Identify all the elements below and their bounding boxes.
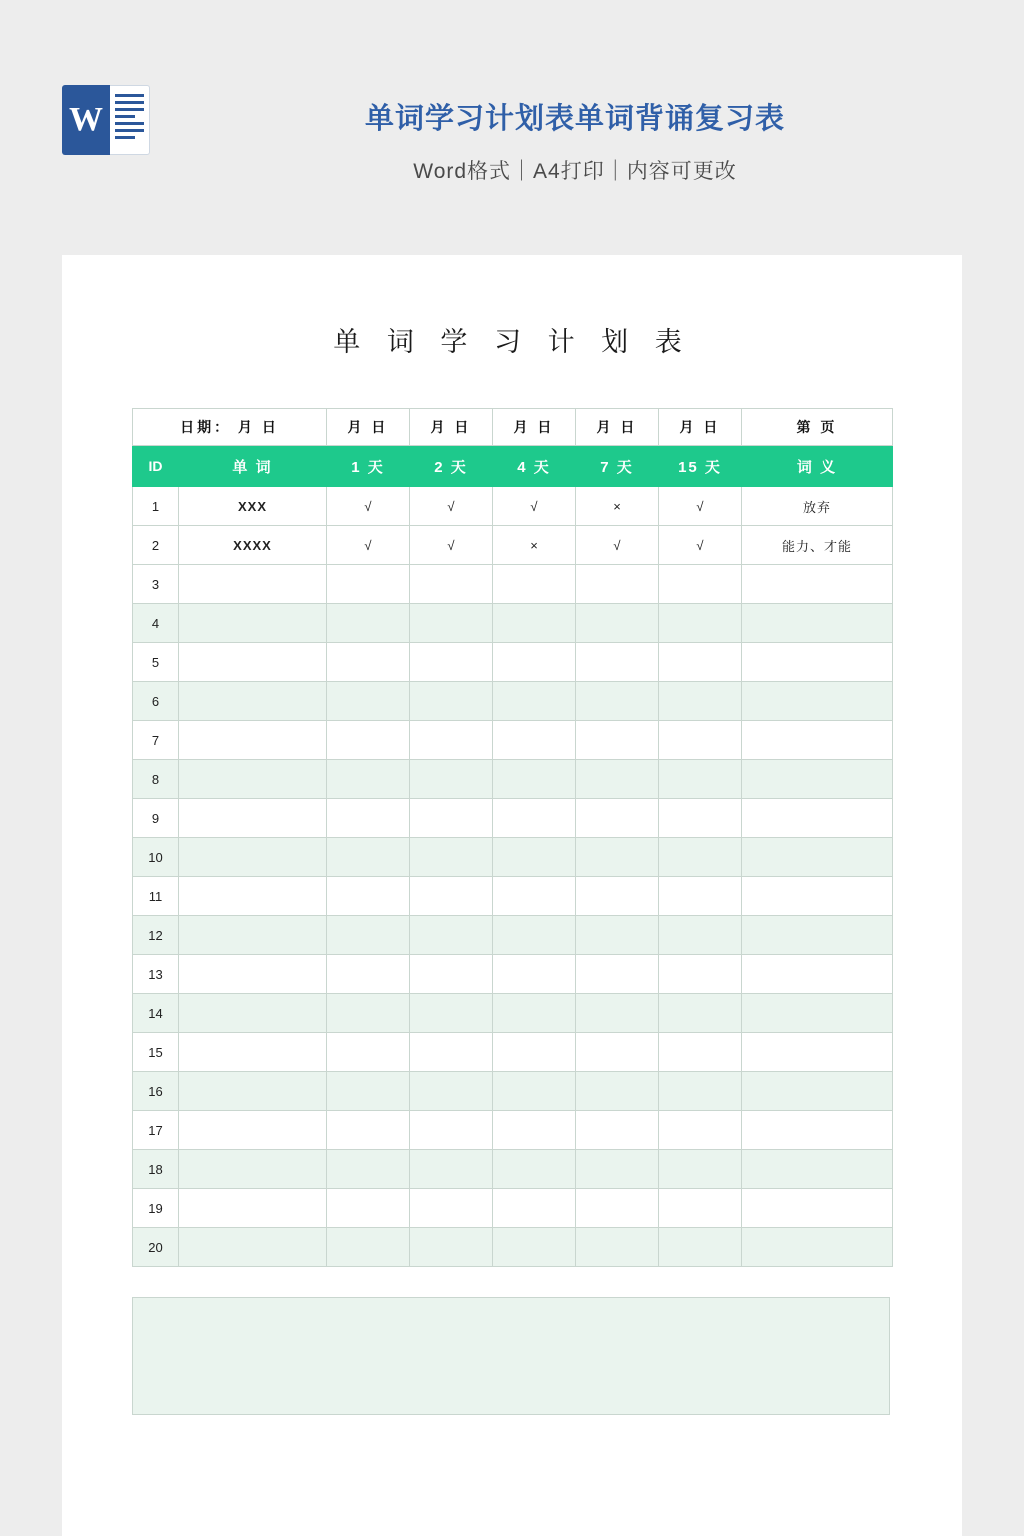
- table-row[interactable]: [133, 955, 893, 994]
- row-day2[interactable]: [410, 721, 493, 760]
- row-day15[interactable]: [659, 682, 742, 721]
- row-day1[interactable]: [327, 1111, 410, 1150]
- row-day4[interactable]: [493, 1072, 576, 1111]
- row-day1[interactable]: [327, 565, 410, 604]
- row-meaning[interactable]: [742, 760, 893, 799]
- row-day2[interactable]: [410, 838, 493, 877]
- row-day4[interactable]: [493, 682, 576, 721]
- row-day2[interactable]: [410, 1228, 493, 1267]
- row-day7[interactable]: [576, 1111, 659, 1150]
- row-day7[interactable]: [576, 721, 659, 760]
- row-day2[interactable]: [410, 682, 493, 721]
- row-meaning[interactable]: [742, 565, 893, 604]
- date-cell-1[interactable]: 月 日: [327, 409, 410, 446]
- row-word[interactable]: [179, 799, 327, 838]
- document-title: 单 词 学 习 计 划 表: [333, 327, 691, 358]
- row-day1[interactable]: [327, 1072, 410, 1111]
- row-day15[interactable]: [659, 1072, 742, 1111]
- notes-box[interactable]: [132, 1297, 890, 1415]
- page-title: 单词学习计划表单词背诵复习表: [364, 103, 785, 135]
- row-meaning[interactable]: 放弃: [742, 487, 893, 526]
- document-page: [62, 255, 962, 1536]
- page-number-cell[interactable]: 第 页: [742, 409, 893, 446]
- column-header-day4: 4 天: [493, 446, 576, 487]
- row-day1[interactable]: [327, 682, 410, 721]
- row-word[interactable]: [179, 604, 327, 643]
- row-day15[interactable]: [659, 877, 742, 916]
- row-index: 5: [133, 643, 179, 682]
- row-day7[interactable]: [576, 1150, 659, 1189]
- row-index: 9: [133, 799, 179, 838]
- row-day15[interactable]: [659, 838, 742, 877]
- row-meaning[interactable]: [742, 1189, 893, 1228]
- row-day15[interactable]: [659, 799, 742, 838]
- row-day7[interactable]: [576, 877, 659, 916]
- row-meaning[interactable]: [742, 877, 893, 916]
- row-day4[interactable]: [493, 877, 576, 916]
- row-index: 13: [133, 955, 179, 994]
- row-day7[interactable]: [576, 1189, 659, 1228]
- table-row[interactable]: [133, 721, 893, 760]
- row-day1[interactable]: [327, 838, 410, 877]
- row-day4[interactable]: ×: [493, 526, 576, 565]
- row-word[interactable]: [179, 877, 327, 916]
- table-row[interactable]: [133, 1150, 893, 1189]
- row-index: 14: [133, 994, 179, 1033]
- row-day7[interactable]: [576, 760, 659, 799]
- table-row[interactable]: [133, 487, 893, 526]
- row-day15[interactable]: [659, 760, 742, 799]
- row-index: 11: [133, 877, 179, 916]
- table-row[interactable]: [133, 526, 893, 565]
- row-day7[interactable]: [576, 916, 659, 955]
- date-cell-2[interactable]: 月 日: [410, 409, 493, 446]
- row-day4[interactable]: [493, 916, 576, 955]
- row-meaning[interactable]: [742, 1072, 893, 1111]
- row-day7[interactable]: ×: [576, 487, 659, 526]
- table-row[interactable]: [133, 1072, 893, 1111]
- row-index: 6: [133, 682, 179, 721]
- row-index: 18: [133, 1150, 179, 1189]
- row-day7[interactable]: [576, 1228, 659, 1267]
- row-day2[interactable]: √: [410, 526, 493, 565]
- table-header-row: [133, 446, 893, 487]
- row-day15[interactable]: [659, 1189, 742, 1228]
- row-day1[interactable]: [327, 1150, 410, 1189]
- row-meaning[interactable]: [742, 1111, 893, 1150]
- row-meaning[interactable]: [742, 643, 893, 682]
- row-day2[interactable]: [410, 1150, 493, 1189]
- column-header-day7: 7 天: [576, 446, 659, 487]
- row-word[interactable]: XXX: [179, 487, 327, 526]
- row-day7[interactable]: √: [576, 526, 659, 565]
- table-row[interactable]: [133, 877, 893, 916]
- row-day2[interactable]: [410, 604, 493, 643]
- row-day15[interactable]: √: [659, 487, 742, 526]
- row-day1[interactable]: [327, 760, 410, 799]
- row-word[interactable]: XXXX: [179, 526, 327, 565]
- column-header-meaning: 词 义: [742, 446, 893, 487]
- row-day2[interactable]: [410, 877, 493, 916]
- row-meaning[interactable]: [742, 604, 893, 643]
- row-word[interactable]: [179, 838, 327, 877]
- row-day7[interactable]: [576, 955, 659, 994]
- row-day7[interactable]: [576, 565, 659, 604]
- row-meaning[interactable]: [742, 916, 893, 955]
- row-day2[interactable]: [410, 565, 493, 604]
- row-word[interactable]: [179, 643, 327, 682]
- row-word[interactable]: [179, 1189, 327, 1228]
- row-index: 15: [133, 1033, 179, 1072]
- row-day4[interactable]: [493, 1228, 576, 1267]
- column-header-word: 单 词: [179, 446, 327, 487]
- row-day4[interactable]: [493, 994, 576, 1033]
- table-row[interactable]: [133, 1189, 893, 1228]
- row-word[interactable]: [179, 1072, 327, 1111]
- row-day4[interactable]: [493, 721, 576, 760]
- word-plan-table: [132, 408, 893, 1267]
- row-day4[interactable]: [493, 643, 576, 682]
- row-day4[interactable]: [493, 1189, 576, 1228]
- column-header-day15: 15 天: [659, 446, 742, 487]
- row-day15[interactable]: [659, 643, 742, 682]
- row-meaning[interactable]: [742, 1150, 893, 1189]
- column-header-day1: 1 天: [327, 446, 410, 487]
- row-day15[interactable]: [659, 916, 742, 955]
- row-day2[interactable]: √: [410, 487, 493, 526]
- row-day2[interactable]: [410, 643, 493, 682]
- row-day7[interactable]: [576, 799, 659, 838]
- row-index: 8: [133, 760, 179, 799]
- row-word[interactable]: [179, 565, 327, 604]
- row-day15[interactable]: [659, 994, 742, 1033]
- row-index: 7: [133, 721, 179, 760]
- row-meaning[interactable]: [742, 1033, 893, 1072]
- row-word[interactable]: [179, 1228, 327, 1267]
- row-day1[interactable]: [327, 643, 410, 682]
- row-meaning[interactable]: [742, 1228, 893, 1267]
- row-day2[interactable]: [410, 760, 493, 799]
- row-word[interactable]: [179, 760, 327, 799]
- row-word[interactable]: [179, 1033, 327, 1072]
- row-word[interactable]: [179, 955, 327, 994]
- row-day15[interactable]: [659, 1111, 742, 1150]
- row-day1[interactable]: [327, 916, 410, 955]
- row-day1[interactable]: √: [327, 487, 410, 526]
- table-row[interactable]: [133, 799, 893, 838]
- row-meaning[interactable]: 能力、才能: [742, 526, 893, 565]
- row-day7[interactable]: [576, 1033, 659, 1072]
- row-day15[interactable]: [659, 1150, 742, 1189]
- row-day2[interactable]: [410, 799, 493, 838]
- row-day2[interactable]: [410, 955, 493, 994]
- row-day15[interactable]: [659, 565, 742, 604]
- row-word[interactable]: [179, 721, 327, 760]
- row-day1[interactable]: [327, 877, 410, 916]
- row-meaning[interactable]: [742, 955, 893, 994]
- row-word[interactable]: [179, 1111, 327, 1150]
- row-day7[interactable]: [576, 682, 659, 721]
- row-index: 17: [133, 1111, 179, 1150]
- row-day4[interactable]: [493, 799, 576, 838]
- row-meaning[interactable]: [742, 994, 893, 1033]
- row-day2[interactable]: [410, 1189, 493, 1228]
- table-row[interactable]: [133, 1228, 893, 1267]
- row-day4[interactable]: [493, 1150, 576, 1189]
- word-logo-letter: W: [62, 85, 110, 155]
- row-day4[interactable]: [493, 1033, 576, 1072]
- row-day7[interactable]: [576, 604, 659, 643]
- table-date-row: [133, 409, 893, 446]
- row-index: 20: [133, 1228, 179, 1267]
- row-word[interactable]: [179, 1150, 327, 1189]
- row-day2[interactable]: [410, 916, 493, 955]
- table-row[interactable]: [133, 916, 893, 955]
- row-day4[interactable]: [493, 604, 576, 643]
- row-day7[interactable]: [576, 994, 659, 1033]
- row-day15[interactable]: [659, 721, 742, 760]
- row-day1[interactable]: [327, 1189, 410, 1228]
- row-index: 1: [133, 487, 179, 526]
- row-meaning[interactable]: [742, 799, 893, 838]
- row-day15[interactable]: √: [659, 526, 742, 565]
- row-day4[interactable]: [493, 565, 576, 604]
- row-word[interactable]: [179, 682, 327, 721]
- table-row[interactable]: [133, 760, 893, 799]
- table-row[interactable]: [133, 565, 893, 604]
- row-day2[interactable]: [410, 1111, 493, 1150]
- row-day1[interactable]: [327, 799, 410, 838]
- row-index: 19: [133, 1189, 179, 1228]
- date-label-cell[interactable]: 日期： 月 日: [133, 409, 327, 446]
- row-day4[interactable]: [493, 838, 576, 877]
- row-day1[interactable]: [327, 1228, 410, 1267]
- row-meaning[interactable]: [742, 721, 893, 760]
- promo-header: [0, 0, 1024, 255]
- date-cell-5[interactable]: 月 日: [659, 409, 742, 446]
- date-cell-4[interactable]: 月 日: [576, 409, 659, 446]
- row-day4[interactable]: √: [493, 487, 576, 526]
- row-day4[interactable]: [493, 955, 576, 994]
- row-day7[interactable]: [576, 838, 659, 877]
- table-row[interactable]: [133, 1111, 893, 1150]
- row-word[interactable]: [179, 916, 327, 955]
- row-word[interactable]: [179, 994, 327, 1033]
- row-index: 2: [133, 526, 179, 565]
- table-row[interactable]: [133, 838, 893, 877]
- table-row[interactable]: [133, 994, 893, 1033]
- table-row[interactable]: [133, 643, 893, 682]
- column-header-id: ID: [133, 446, 179, 487]
- word-logo-lines: [110, 85, 150, 155]
- row-day2[interactable]: [410, 1033, 493, 1072]
- row-index: 16: [133, 1072, 179, 1111]
- row-day7[interactable]: [576, 1072, 659, 1111]
- row-day15[interactable]: [659, 955, 742, 994]
- row-meaning[interactable]: [742, 838, 893, 877]
- row-day1[interactable]: √: [327, 526, 410, 565]
- page-subtitle: Word格式｜A4打印｜内容可更改: [413, 160, 737, 183]
- table-row[interactable]: [133, 1033, 893, 1072]
- row-day7[interactable]: [576, 643, 659, 682]
- row-day1[interactable]: [327, 1033, 410, 1072]
- row-index: 4: [133, 604, 179, 643]
- row-day15[interactable]: [659, 604, 742, 643]
- date-cell-3[interactable]: 月 日: [493, 409, 576, 446]
- row-index: 12: [133, 916, 179, 955]
- row-index: 10: [133, 838, 179, 877]
- row-day1[interactable]: [327, 955, 410, 994]
- row-day15[interactable]: [659, 1033, 742, 1072]
- row-day4[interactable]: [493, 760, 576, 799]
- row-day1[interactable]: [327, 994, 410, 1033]
- row-day2[interactable]: [410, 1072, 493, 1111]
- table-row[interactable]: [133, 682, 893, 721]
- row-day1[interactable]: [327, 604, 410, 643]
- table-row[interactable]: [133, 604, 893, 643]
- row-index: 3: [133, 565, 179, 604]
- row-meaning[interactable]: [742, 682, 893, 721]
- column-header-day2: 2 天: [410, 446, 493, 487]
- row-day2[interactable]: [410, 994, 493, 1033]
- word-document-icon: [62, 85, 150, 155]
- row-day1[interactable]: [327, 721, 410, 760]
- row-day4[interactable]: [493, 1111, 576, 1150]
- row-day15[interactable]: [659, 1228, 742, 1267]
